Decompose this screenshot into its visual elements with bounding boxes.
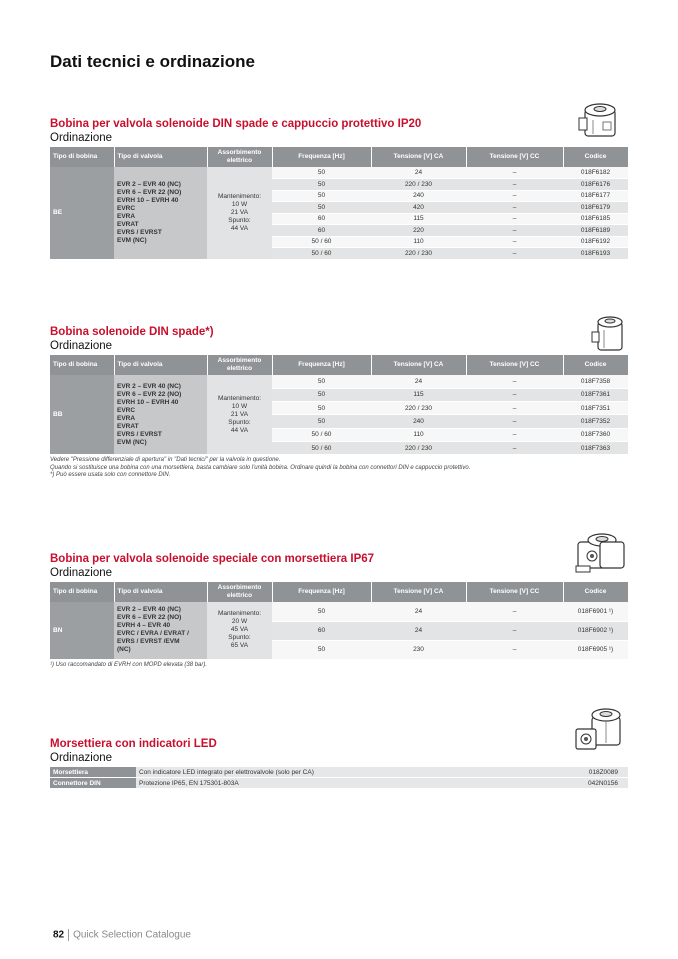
absorption-line: Mantenimento: <box>218 394 261 402</box>
frequency: 60 <box>272 225 371 237</box>
code: 018F6189 <box>563 225 628 237</box>
valve-item: EVRAT <box>117 220 139 228</box>
voltage-dc: – <box>466 602 563 621</box>
voltage-dc: – <box>466 236 563 248</box>
table-row <box>50 167 628 179</box>
voltage-ac: 230 <box>371 640 466 659</box>
absorption-line: Spunto: <box>228 418 251 426</box>
col-frequency: Frequenza [Hz] <box>272 147 371 167</box>
col-voltage-ac: Tensione [V] CA <box>371 582 466 602</box>
section-subtitle: Ordinazione <box>50 340 113 352</box>
voltage-ac: 240 <box>371 190 466 202</box>
section-coil-ip67 <box>50 552 628 669</box>
section-coil-din-ip20 <box>50 117 628 260</box>
note-line: *) Può essere usata solo con connettore DIN. <box>50 472 171 479</box>
voltage-ac: 24 <box>371 375 466 388</box>
voltage-dc: – <box>466 428 563 441</box>
voltage-dc: – <box>466 202 563 214</box>
voltage-dc: – <box>466 441 563 454</box>
section-title: Bobina solenoide DIN spade*) <box>50 326 214 338</box>
col-voltage-ac: Tensione [V] CA <box>371 147 466 167</box>
frequency: 50 <box>272 190 371 202</box>
code: 018F6193 <box>563 248 628 260</box>
col-coil-type: Tipo di bobina <box>50 147 114 167</box>
voltage-dc: – <box>466 190 563 202</box>
table-row <box>50 602 628 621</box>
col-coil-type: Tipo di bobina <box>50 582 114 602</box>
absorption-line: 44 VA <box>230 224 249 232</box>
item-code: 042N0156 <box>548 778 628 789</box>
item-description: Con indicatore LED integrato per elettrovalvole (solo per CA) <box>136 767 548 778</box>
valve-item: EVR 2 – EVR 40 (NC) <box>117 606 181 614</box>
voltage-ac: 220 <box>371 225 466 237</box>
col-code: Codice <box>563 355 628 375</box>
code: 018F7351 <box>563 402 628 415</box>
order-table <box>50 355 629 455</box>
col-code: Codice <box>563 582 628 602</box>
col-voltage-dc: Tensione [V] CC <box>466 582 563 602</box>
order-table <box>50 582 629 660</box>
coil-din-spade-icon <box>590 312 628 358</box>
voltage-dc: – <box>466 248 563 260</box>
coil-terminal-box-icon <box>574 526 628 578</box>
col-valve-type: Tipo di valvola <box>114 355 207 375</box>
frequency: 50 <box>272 388 371 401</box>
col-frequency: Frequenza [Hz] <box>272 355 371 375</box>
valve-item: EVRH 4 – EVR 40 <box>117 622 171 630</box>
voltage-ac: 115 <box>371 388 466 401</box>
note-line: Vedere "Pressione differenziale di apertura" in "Dati tecnici" per la valvola in questione. <box>50 457 281 464</box>
valve-item: EVRC <box>117 204 136 212</box>
led-order-table <box>50 767 628 789</box>
valve-item: EVRS / EVRST /EVM <box>117 638 180 646</box>
absorption <box>207 602 272 659</box>
valve-list <box>114 375 207 455</box>
item-code: 018Z0089 <box>548 767 628 778</box>
section-subtitle: Ordinazione <box>50 752 113 764</box>
absorption <box>207 375 272 455</box>
valve-item: EVR 6 – EVR 22 (NO) <box>117 614 182 622</box>
code: 018F6176 <box>563 179 628 191</box>
absorption-line: 21 VA <box>230 208 249 216</box>
note-line: Quando si sostituisce una bobina con una morsettiera, basta cambiare solo l'unità bobina. Ordinare quindi la bobina con connettori DIN e cappuccio protettivo. <box>50 464 471 471</box>
col-valve-type: Tipo di valvola <box>114 147 207 167</box>
code: 018F6182 <box>563 167 628 179</box>
voltage-dc: – <box>466 402 563 415</box>
page-title: Dati tecnici e ordinazione <box>50 52 255 71</box>
voltage-dc: – <box>466 640 563 659</box>
table-row <box>50 778 628 789</box>
page-number: 82 <box>53 929 65 941</box>
header-row <box>50 147 628 167</box>
coil-type: BN <box>50 602 114 659</box>
absorption-line: Spunto: <box>228 634 251 642</box>
absorption-line: 10 W <box>231 402 248 410</box>
code: 018F7360 <box>563 428 628 441</box>
coil-din-icon <box>575 96 627 144</box>
frequency: 50 <box>272 415 371 428</box>
valve-item: EVRS / EVRST <box>117 228 162 236</box>
section-led-terminal <box>50 737 628 789</box>
valve-item: EVRC / EVRA / EVRAT / <box>117 630 189 638</box>
voltage-ac: 24 <box>371 167 466 179</box>
header-row <box>50 582 628 602</box>
code: 018F6177 <box>563 190 628 202</box>
valve-item: EVRH 10 – EVRH 40 <box>117 398 179 406</box>
code: 018F6905 ¹) <box>563 640 628 659</box>
order-table <box>50 147 629 260</box>
valve-item: EVM (NC) <box>117 236 147 244</box>
code: 018F6901 ¹) <box>563 602 628 621</box>
code: 018F7352 <box>563 415 628 428</box>
valve-item: EVRC <box>117 406 136 414</box>
absorption-line: 10 W <box>231 200 248 208</box>
valve-list <box>114 167 207 259</box>
frequency: 50 <box>272 179 371 191</box>
voltage-dc: – <box>466 213 563 225</box>
voltage-ac: 240 <box>371 415 466 428</box>
item-label: Morsettiera <box>50 767 136 778</box>
voltage-ac: 24 <box>371 602 466 621</box>
valve-list <box>114 602 207 659</box>
note-line: ¹) Uso raccomandato di EVRH con MOPD elevata (38 bar). <box>50 661 208 668</box>
code: 018F6902 ¹) <box>563 621 628 640</box>
valve-item: EVR 6 – EVR 22 (NO) <box>117 188 182 196</box>
voltage-dc: – <box>466 388 563 401</box>
absorption-line: 45 VA <box>230 626 249 634</box>
item-description: Protezione IP65, EN 175301-803A <box>136 778 548 789</box>
frequency: 50 <box>272 402 371 415</box>
code: 018F7358 <box>563 375 628 388</box>
valve-item: EVR 2 – EVR 40 (NC) <box>117 382 181 390</box>
voltage-ac: 220 / 230 <box>371 179 466 191</box>
col-frequency: Frequenza [Hz] <box>272 582 371 602</box>
absorption-line: 21 VA <box>230 410 249 418</box>
led-terminal-icon <box>570 703 626 763</box>
voltage-ac: 115 <box>371 213 466 225</box>
absorption-line: 20 W <box>231 618 248 626</box>
valve-item: EVRAT <box>117 422 139 430</box>
frequency: 60 <box>272 213 371 225</box>
notes <box>50 662 628 670</box>
section-subtitle: Ordinazione <box>50 567 113 579</box>
voltage-dc: – <box>466 225 563 237</box>
voltage-dc: – <box>466 415 563 428</box>
absorption-line: Mantenimento: <box>218 610 261 618</box>
item-label: Connettore DIN <box>50 778 136 789</box>
absorption-line: Mantenimento: <box>218 192 261 200</box>
section-title: Bobina per valvola solenoide speciale con morsettiera IP67 <box>50 553 375 565</box>
code: 018F7361 <box>563 388 628 401</box>
voltage-dc: – <box>466 621 563 640</box>
code: 018F6192 <box>563 236 628 248</box>
absorption-line: 65 VA <box>230 642 249 650</box>
catalog-name: Quick Selection Catalogue <box>73 929 191 941</box>
notes <box>50 457 628 480</box>
col-absorption: Assorbimento elettrico <box>207 147 272 167</box>
coil-type: BE <box>50 167 114 259</box>
voltage-ac: 110 <box>371 236 466 248</box>
col-coil-type: Tipo di bobina <box>50 355 114 375</box>
voltage-ac: 24 <box>371 621 466 640</box>
valve-item: EVR 6 – EVR 22 (NO) <box>117 390 182 398</box>
footer-divider <box>68 929 69 941</box>
frequency: 50 / 60 <box>272 428 371 441</box>
valve-item: EVM (NC) <box>117 438 147 446</box>
voltage-dc: – <box>466 167 563 179</box>
coil-type: BB <box>50 375 114 455</box>
valve-item: EVRA <box>117 414 136 422</box>
valve-item: EVRH 10 – EVRH 40 <box>117 196 179 204</box>
code: 018F6185 <box>563 213 628 225</box>
section-title: Morsettiera con indicatori LED <box>50 738 217 750</box>
voltage-ac: 110 <box>371 428 466 441</box>
section-coil-din <box>50 325 628 480</box>
frequency: 50 <box>272 640 371 659</box>
table-row <box>50 375 628 388</box>
voltage-dc: – <box>466 375 563 388</box>
valve-item: (NC) <box>117 646 131 654</box>
valve-item: EVRA <box>117 212 136 220</box>
frequency: 50 <box>272 602 371 621</box>
table-row <box>50 767 628 778</box>
code: 018F7363 <box>563 441 628 454</box>
col-absorption: Assorbimento elettrico <box>207 355 272 375</box>
col-valve-type: Tipo di valvola <box>114 582 207 602</box>
absorption <box>207 167 272 259</box>
col-voltage-dc: Tensione [V] CC <box>466 355 563 375</box>
header-row <box>50 355 628 375</box>
frequency: 50 <box>272 167 371 179</box>
col-voltage-dc: Tensione [V] CC <box>466 147 563 167</box>
voltage-ac: 220 / 230 <box>371 441 466 454</box>
voltage-ac: 220 / 230 <box>371 402 466 415</box>
frequency: 50 <box>272 202 371 214</box>
valve-item: EVRS / EVRST <box>117 430 162 438</box>
col-code: Codice <box>563 147 628 167</box>
col-absorption: Assorbimento elettrico <box>207 582 272 602</box>
section-subtitle: Ordinazione <box>50 132 113 144</box>
frequency: 50 / 60 <box>272 236 371 248</box>
col-voltage-ac: Tensione [V] CA <box>371 355 466 375</box>
code: 018F6179 <box>563 202 628 214</box>
frequency: 60 <box>272 621 371 640</box>
valve-item: EVR 2 – EVR 40 (NC) <box>117 180 181 188</box>
voltage-ac: 420 <box>371 202 466 214</box>
voltage-dc: – <box>466 179 563 191</box>
absorption-line: Spunto: <box>228 216 251 224</box>
frequency: 50 / 60 <box>272 248 371 260</box>
absorption-line: 44 VA <box>230 426 249 434</box>
frequency: 50 <box>272 375 371 388</box>
voltage-ac: 220 / 230 <box>371 248 466 260</box>
page-footer <box>53 929 191 941</box>
frequency: 50 / 60 <box>272 441 371 454</box>
section-title: Bobina per valvola solenoide DIN spade e cappuccio protettivo IP20 <box>50 118 422 130</box>
